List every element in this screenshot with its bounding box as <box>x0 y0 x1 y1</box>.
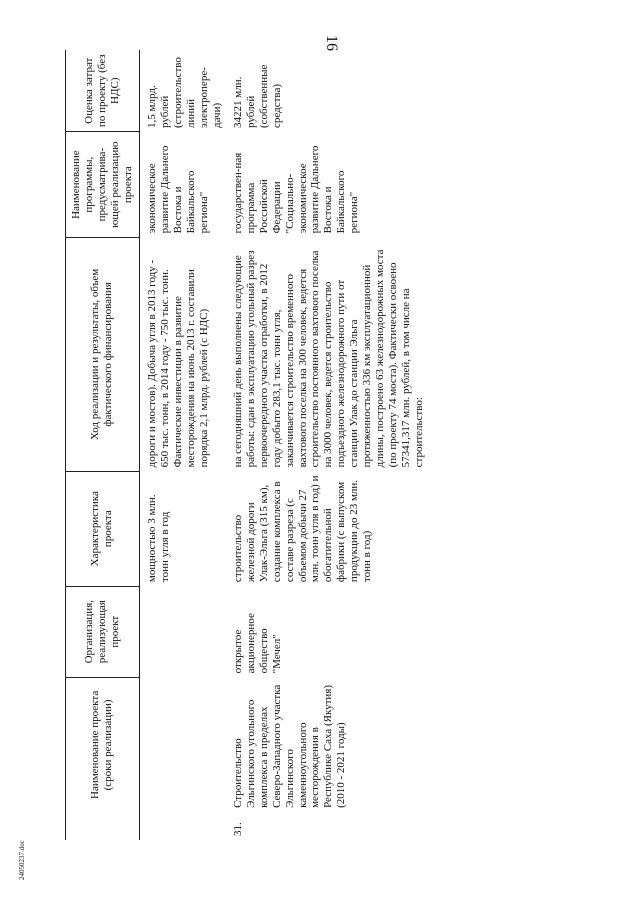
cell-cost: 1,5 млрд. рублей (строительство линий электропере-дачи) <box>145 57 223 128</box>
cell-characteristic: строительство железной дороги Улак-Эльга (315 км), создание комплекса в составе разреза (с объемом добычи 27 млн. тонн угля в год) и обогатительной фабрики (с выпуском продукции до 23 млн. тонн в год) <box>231 475 374 583</box>
cell-cost: 34221 млн. рублей (собственные средства) <box>231 64 283 128</box>
header-project-name: Наименование проекта (сроки реализации) <box>66 677 140 812</box>
footer-doc-id: 24050237.doc <box>18 840 26 880</box>
table-header-row <box>66 50 140 840</box>
header-characteristic: Характеристика проекта <box>66 471 140 586</box>
table-row-continuation <box>139 50 227 840</box>
cell-organization: открытое акционерное общество "Мечел" <box>231 613 283 674</box>
cell-program: экономическое развитие Дальнего Востока и Байкальского региона" <box>145 145 210 234</box>
page-number: 16 <box>323 35 340 51</box>
cell-progress: на сегодняшний день выполнены следующие работы: сдан в эксплуатацию угольный разрез первоочередного участка отработки, в 2012 году добыто 283,1 тыс. тонн угля, заканчивается строительство временного вахтового поселка на 300 человек, ведется строительство постоянного вахтового поселка на 3000 человек, ведется строительство подъездного железнодорожного пути от станции Улак до станции Эльга протяженностью 336 км эксплуатационной длины, построено 63 железнодорожных моста (по проекту 74 моста). Фактически освоено 57341,317 млн. рублей, в том числе на строительство: <box>231 249 426 468</box>
cell-project-name: Строительство Эльгинского угольного комплекса в пределах Северо-Западного участка Эльгинского каменноугольного месторождения в Республике Саха (Якутия) (2010 - 2021 годы) <box>231 684 348 808</box>
cell-characteristic: мощностью 3 млн. тонн угля в год <box>145 494 171 583</box>
rotated-table-container <box>65 50 585 840</box>
header-organization: Организация, реализующая проект <box>66 586 140 677</box>
header-number <box>66 812 140 840</box>
header-progress: Ход реализации и результаты, объем фактического финансирования <box>66 237 140 471</box>
cell-program: государствен-ная программа Российской Федерации "Социально-экономическое развитие Дальнего Востока и Байкальского региона" <box>231 145 361 234</box>
table-row-31 <box>228 50 431 840</box>
header-program: Наименование программы, предусматрива-ющей реализацию проекта <box>66 132 140 237</box>
header-cost: Оценка затрат по проекту (без НДС) <box>66 50 140 132</box>
cell-number: 31. <box>231 822 244 836</box>
cell-progress: дороги и мостов). Добыча угля в 2013 году - 650 тыс. тонн, в 2014 году - 750 тыс. тонн. Фактические инвестиции в развитие месторождения на июнь 2013 г. составили порядка 2,1 млрд. рублей (с НДС) <box>145 259 210 468</box>
projects-table <box>65 50 430 840</box>
